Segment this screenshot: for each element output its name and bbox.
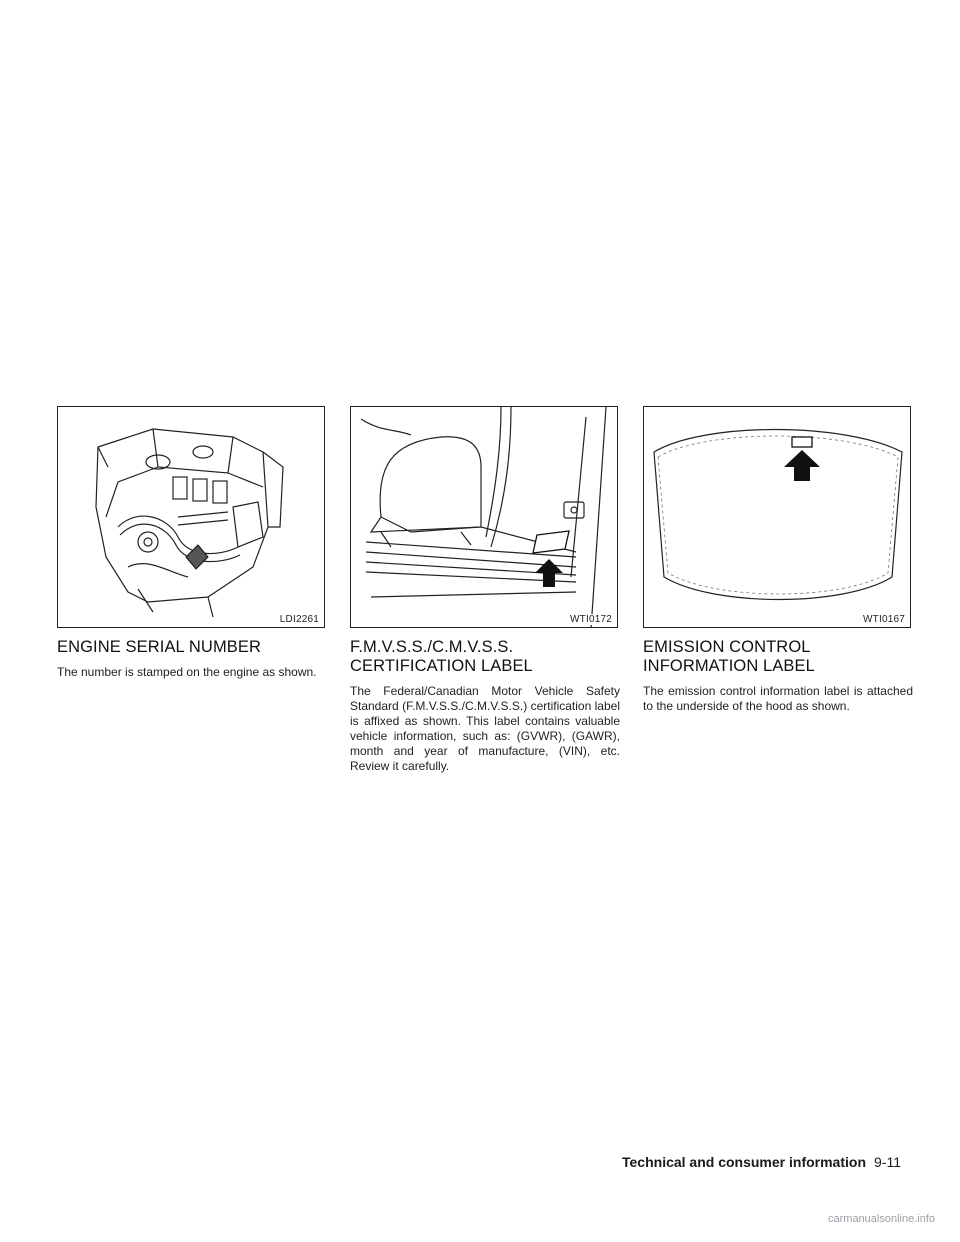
figure-code: WTI0172 [570,614,612,625]
section-certification-label [350,406,620,774]
hood-illustration [643,406,911,628]
section-heading: F.M.V.S.S./C.M.V.S.S. CERTIFICATION LABEL [350,638,533,675]
section-body: The number is stamped on the engine as shown. [57,665,317,679]
section-heading: ENGINE SERIAL NUMBER [57,638,262,656]
section-body: The Federal/Canadian Motor Vehicle Safety Standard (F.M.V.S.S./C.M.V.S.S.) certification label is affixed as shown. This label contains valuable vehicle information, such as: (GVWR), (GAWR), month and year of manufacture, (VIN), etc. Review it carefully. [350,684,620,773]
section-body: The emission control information label is attached to the underside of the hood as shown. [643,684,913,713]
engine-illustration [57,406,325,628]
hood-drawing [644,407,911,628]
section-emission-control-label [643,406,913,714]
watermark: carmanualsonline.info [828,1213,936,1225]
page-number: 9-11 [874,1154,901,1170]
door-sill-drawing [351,407,618,628]
section-engine-serial-number [57,406,327,680]
footer-section-title: Technical and consumer information [622,1154,867,1170]
figure-code: WTI0167 [863,614,905,625]
door-sill-illustration [350,406,618,628]
figure-code: LDI2261 [279,614,319,625]
page-footer [622,1154,922,1170]
engine-drawing [58,407,325,628]
section-heading: EMISSION CONTROL INFORMATION LABEL [643,638,815,675]
